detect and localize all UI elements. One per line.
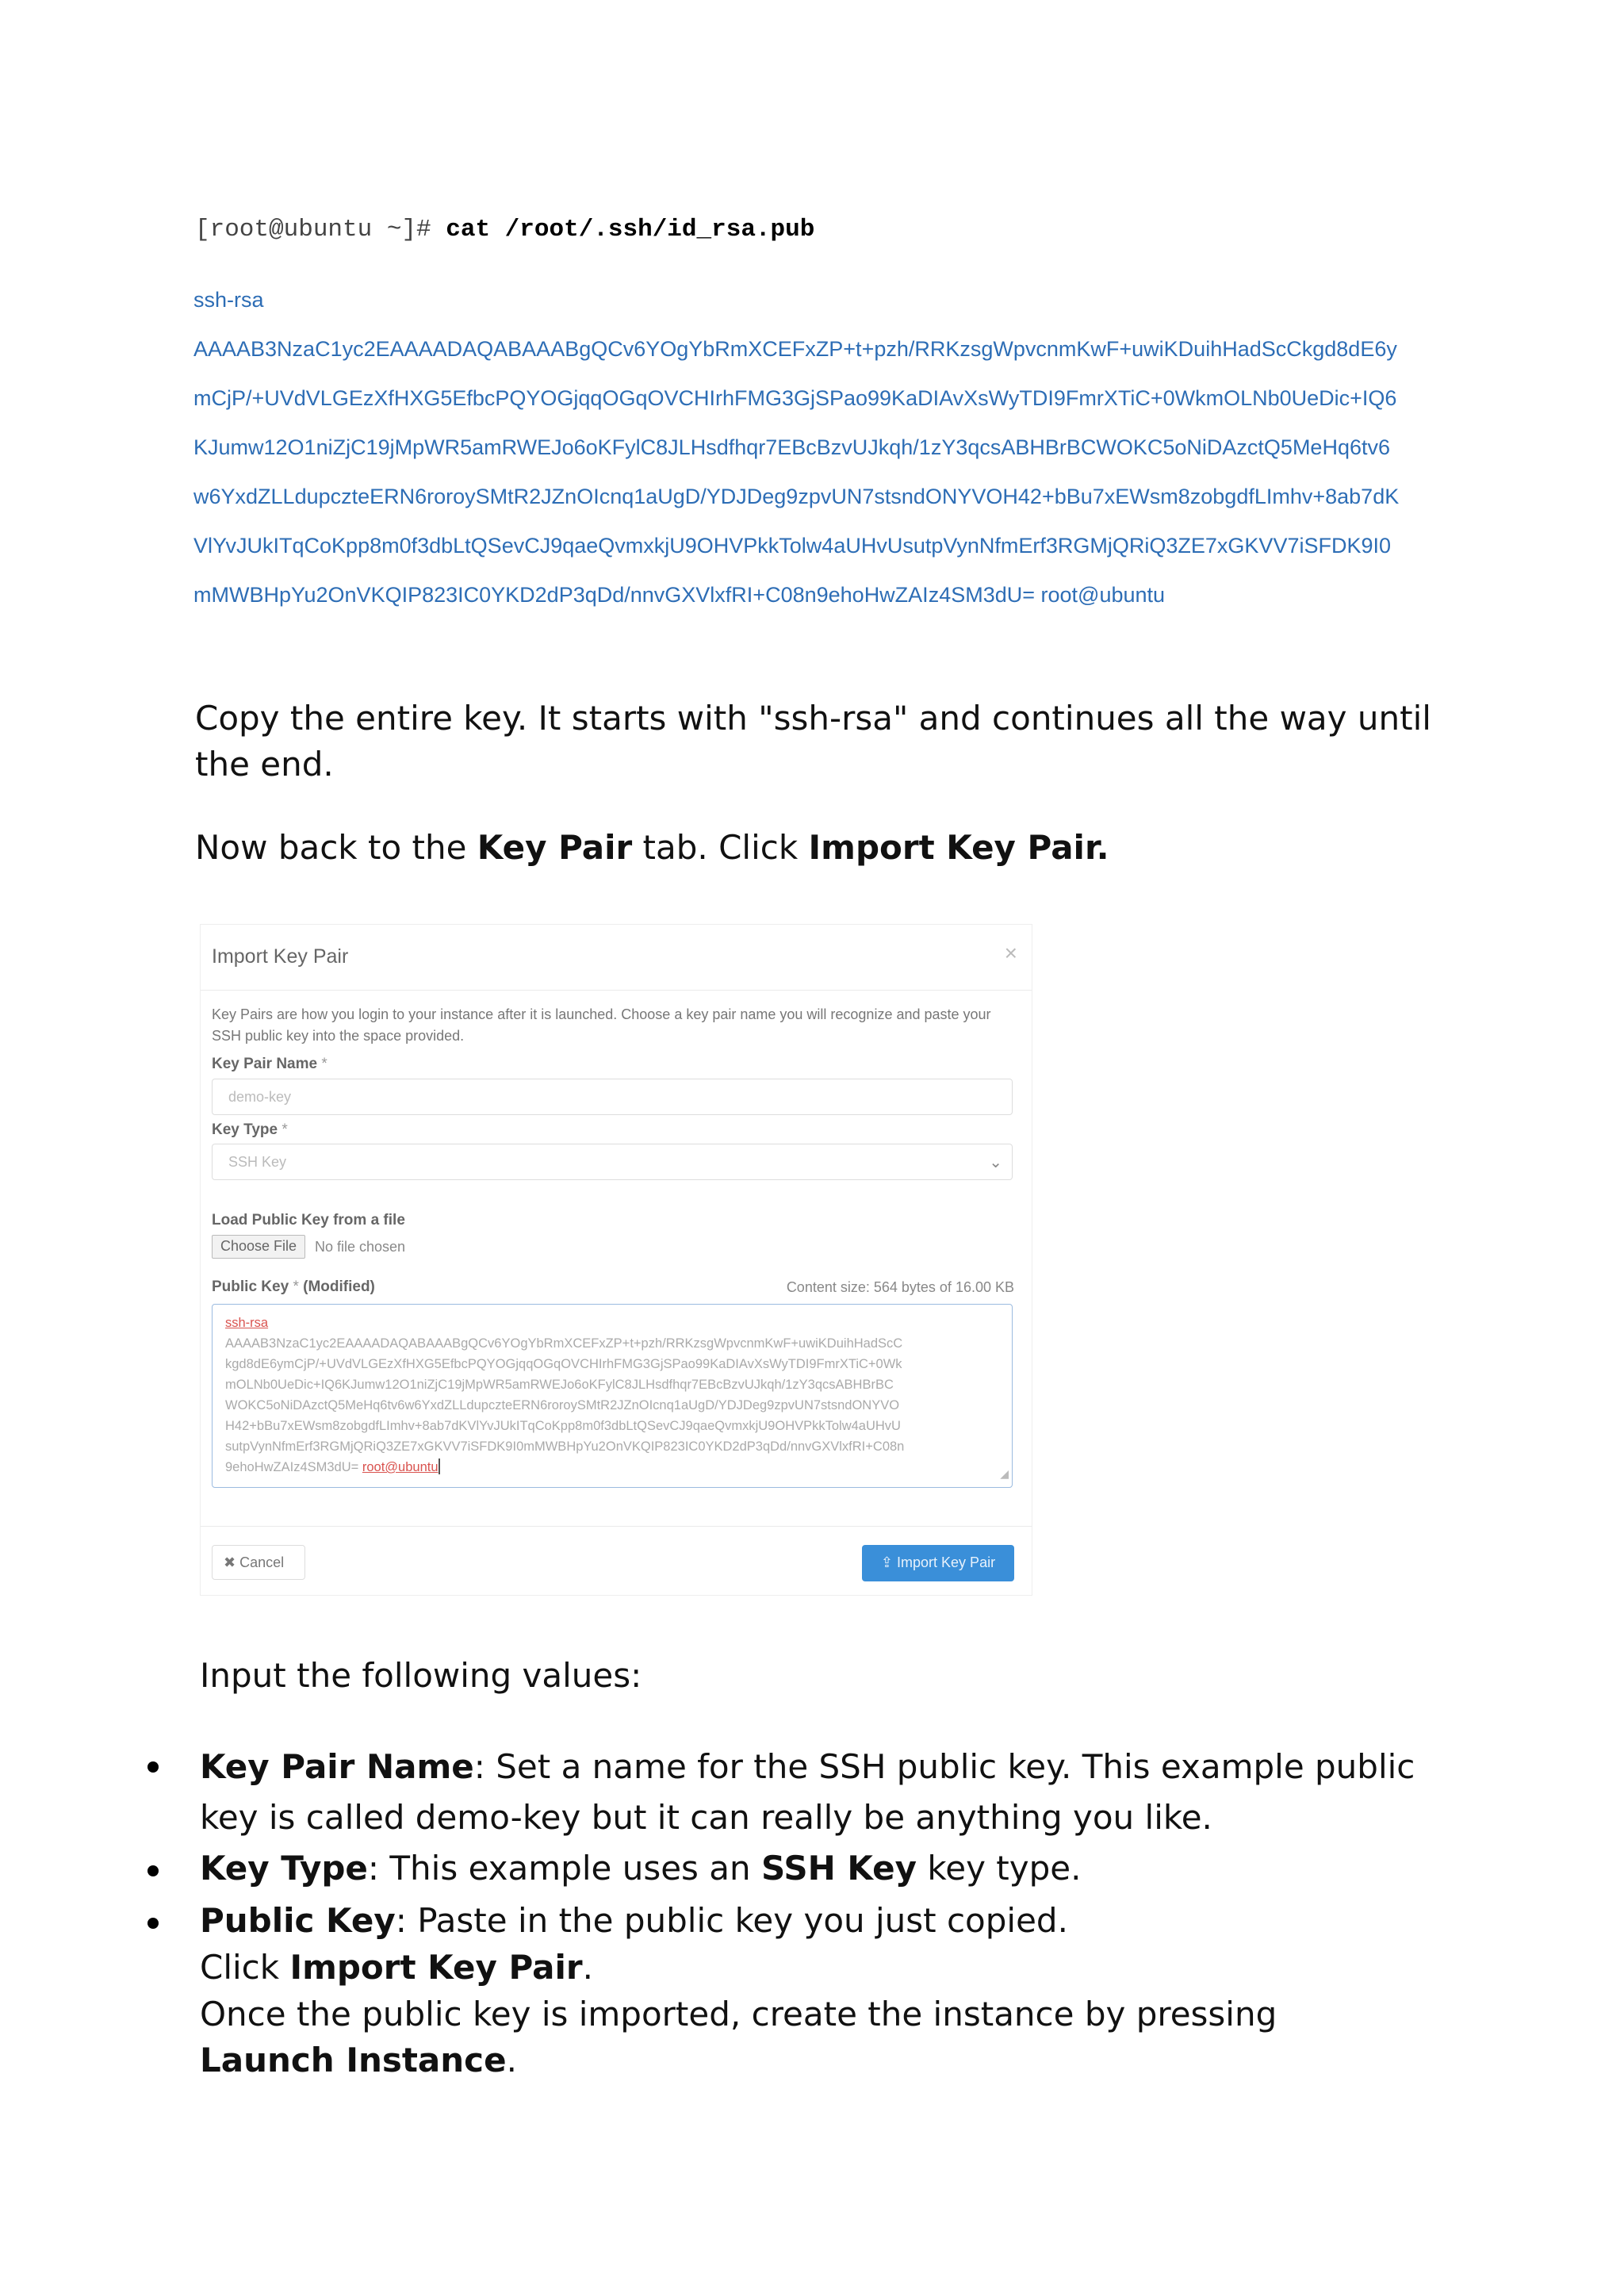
terminal-command: cat /root/.ssh/id_rsa.pub	[446, 216, 815, 243]
import-key-pair-dialog	[200, 924, 1032, 1596]
click-suffix: .	[582, 1948, 593, 1987]
key-line: mCjP/+UVdVLGEzXfHXG5EfbcPQYOGjqqOGqOVCHIrhFMG3GjSPao99KaDIAvXsWyTDI9FmrXTiC+0WkmOLNb0UeDic+IQ6	[193, 386, 1397, 410]
dialog-description: Key Pairs are how you login to your instance after it is launched. Choose a key pair name you will recognize and paste your SSH public key into the space provided.	[212, 1006, 991, 1044]
bullet-icon	[147, 1761, 159, 1773]
bullet-term: Key Type	[200, 1849, 368, 1888]
back-bold-key-pair: Key Pair	[477, 828, 633, 867]
key-pair-name-value: demo-key	[228, 1089, 292, 1105]
bullet-text: : Paste in the public key you just copied.	[395, 1901, 1068, 1940]
click-bold: Import Key Pair	[289, 1948, 583, 1987]
key-line: AAAAB3NzaC1yc2EAAAADAQABAAABgQCv6YOgYbRmXCEFxZP+t+pzh/RRKzsgWpvcnmKwF+uwiKDuihHadScCkgd8dE6y	[193, 337, 1397, 361]
terminal-command-line	[195, 216, 814, 243]
content-size: Content size: 564 bytes of 16.00 KB	[786, 1279, 1014, 1295]
bullet-text: : Set a name for the SSH public key. This example public key is called demo-key but it can really be anything you like.	[200, 1747, 1415, 1837]
once-text: Once the public key is imported, create the instance by pressing	[200, 1995, 1277, 2033]
bullet-icon	[147, 1865, 159, 1876]
resize-handle-icon[interactable]: ◢	[1000, 1467, 1009, 1480]
public-key-textarea[interactable]	[212, 1304, 1013, 1488]
key-type-value: SSH Key	[228, 1154, 287, 1170]
key-pair-name-label-text: Key Pair Name	[212, 1056, 318, 1072]
bullet-key-pair-name	[200, 1742, 1421, 1843]
required-mark: *	[293, 1278, 299, 1295]
bullet-term: Public Key	[200, 1901, 396, 1940]
key-pair-name-input[interactable]	[212, 1079, 1013, 1115]
launch-instance-instruction	[200, 1991, 1421, 2083]
key-line: mMWBHpYu2OnVKQIP823IC0YKD2dP3qDd/nnvGXVlxfRI+C08n9ehoHwZAIz4SM3dU= root@ubuntu	[193, 583, 1166, 607]
key-line: ssh-rsa	[193, 288, 264, 312]
file-status: No file chosen	[315, 1239, 406, 1255]
public-key-output	[193, 284, 1454, 628]
key-line: KJumw12O1niZjC19jMpWR5amRWEJo6oKFylC8JLHsdfhqr7EBcBzvUJkqh/1zY3qcsABHBrBCWOKC5oNiDAzctQ5MeHq6tv6	[193, 435, 1390, 459]
textarea-prefix: ssh-rsa	[225, 1316, 269, 1330]
cancel-label: Cancel	[239, 1554, 285, 1570]
close-icon[interactable]: ×	[1004, 941, 1017, 965]
public-key-label	[212, 1278, 375, 1296]
bullet-term: Key Pair Name	[200, 1747, 474, 1786]
textarea-line: AAAAB3NzaC1yc2EAAAADAQABAAABgQCv6YOgYbRmXCEFxZP+t+pzh/RRKzsgWpvcnmKwF+uwiKDuihHadScC	[225, 1336, 903, 1351]
public-key-label-text: Public Key	[212, 1278, 289, 1295]
bullet-public-key	[200, 1898, 1437, 1944]
click-import-instruction	[200, 1945, 1437, 1991]
bullet-text: : This example uses an	[367, 1849, 761, 1888]
text-caret	[439, 1458, 440, 1474]
cancel-button[interactable]	[212, 1545, 305, 1580]
key-type-select[interactable]	[212, 1144, 1013, 1180]
bullet-icon	[147, 1918, 159, 1929]
terminal-prompt: [root@ubuntu ~]#	[195, 216, 446, 243]
required-mark: *	[282, 1121, 288, 1138]
modified-tag: (Modified)	[303, 1278, 375, 1295]
textarea-line: H42+bBu7xEWsm8zobgdfLImhv+8ab7dKVlYvJUkITqCoKpp8m0f3dbLtQSevCJ9qaeQvmxkjU9OHVPkkTolw4aUHvU	[225, 1419, 901, 1433]
key-type-label-text: Key Type	[212, 1121, 278, 1138]
upload-icon: ⇪	[880, 1554, 894, 1570]
key-line: VlYvJUkITqCoKpp8m0f3dbLtQSevCJ9qaeQvmxkjU9OHVPkkTolw4aUHvUsutpVynNfmErf3RGMjQRiQ3ZE7xGKVV7iSFDK9I0	[193, 534, 1392, 558]
chevron-down-icon: ⌄	[989, 1154, 1002, 1171]
once-suffix: .	[506, 2041, 517, 2079]
import-key-pair-button[interactable]	[862, 1545, 1014, 1581]
dialog-title: Import Key Pair	[212, 945, 349, 968]
input-values-intro: Input the following values:	[200, 1656, 642, 1695]
copy-instruction: Copy the entire key. It starts with "ssh-rsa" and continues all the way until the end.	[195, 699, 1431, 784]
key-line: w6YxdZLLdupczteERN6roroySMtR2JZnOIcnq1aUgD/YDJDeg9zpvUN7stsndONYVOH42+bBu7xEWsm8zobgdfLImhv+8ab7dK	[193, 485, 1400, 508]
once-bold: Launch Instance	[200, 2041, 507, 2079]
dialog-divider	[201, 990, 1032, 991]
dialog-footer-divider	[201, 1526, 1032, 1527]
bullet-bold: SSH Key	[760, 1849, 917, 1888]
click-text: Click	[200, 1948, 290, 1987]
back-text-1: Now back to the	[195, 828, 477, 867]
back-instruction	[195, 825, 1432, 871]
textarea-line: WOKC5oNiDAzctQ5MeHq6tv6w6YxdZLLdupczteERN6roroySMtR2JZnOIcnq1aUgD/YDJDeg9zpvUN7stsndONYVO	[225, 1398, 900, 1412]
required-mark: *	[321, 1056, 327, 1072]
textarea-suffix: root@ubuntu	[362, 1460, 439, 1474]
key-pair-name-label	[212, 1056, 327, 1073]
choose-file-button[interactable]: Choose File	[212, 1235, 305, 1259]
textarea-line: mOLNb0UeDic+IQ6KJumw12O1niZjC19jMpWR5amRWEJo6oKFylC8JLHsdfhqr7EBcBzvUJkqh/1zY3qcsABHBrBC	[225, 1378, 894, 1392]
bullet-text: key type.	[917, 1849, 1082, 1888]
textarea-line: kgd8dE6ymCjP/+UVdVLGEzXfHXG5EfbcPQYOGjqqOGqOVCHIrhFMG3GjSPao99KaDIAvXsWyTDI9FmrXTiC+0Wk	[225, 1357, 902, 1371]
close-icon: ✖	[224, 1554, 236, 1570]
import-label: Import Key Pair	[897, 1554, 996, 1570]
back-text-2: tab. Click	[632, 828, 809, 867]
textarea-line: sutpVynNfmErf3RGMjQRiQ3ZE7xGKVV7iSFDK9I0mMWBHpYu2OnVKQIP823IC0YKD2dP3qDd/nnvGXVlxfRI+C08n	[225, 1439, 905, 1454]
back-bold-import: Import Key Pair.	[808, 828, 1109, 867]
textarea-line: 9ehoHwZAIz4SM3dU=	[225, 1460, 362, 1474]
bullet-key-type	[200, 1846, 1437, 1892]
key-type-label	[212, 1121, 288, 1139]
load-public-key-label: Load Public Key from a file	[212, 1212, 405, 1228]
